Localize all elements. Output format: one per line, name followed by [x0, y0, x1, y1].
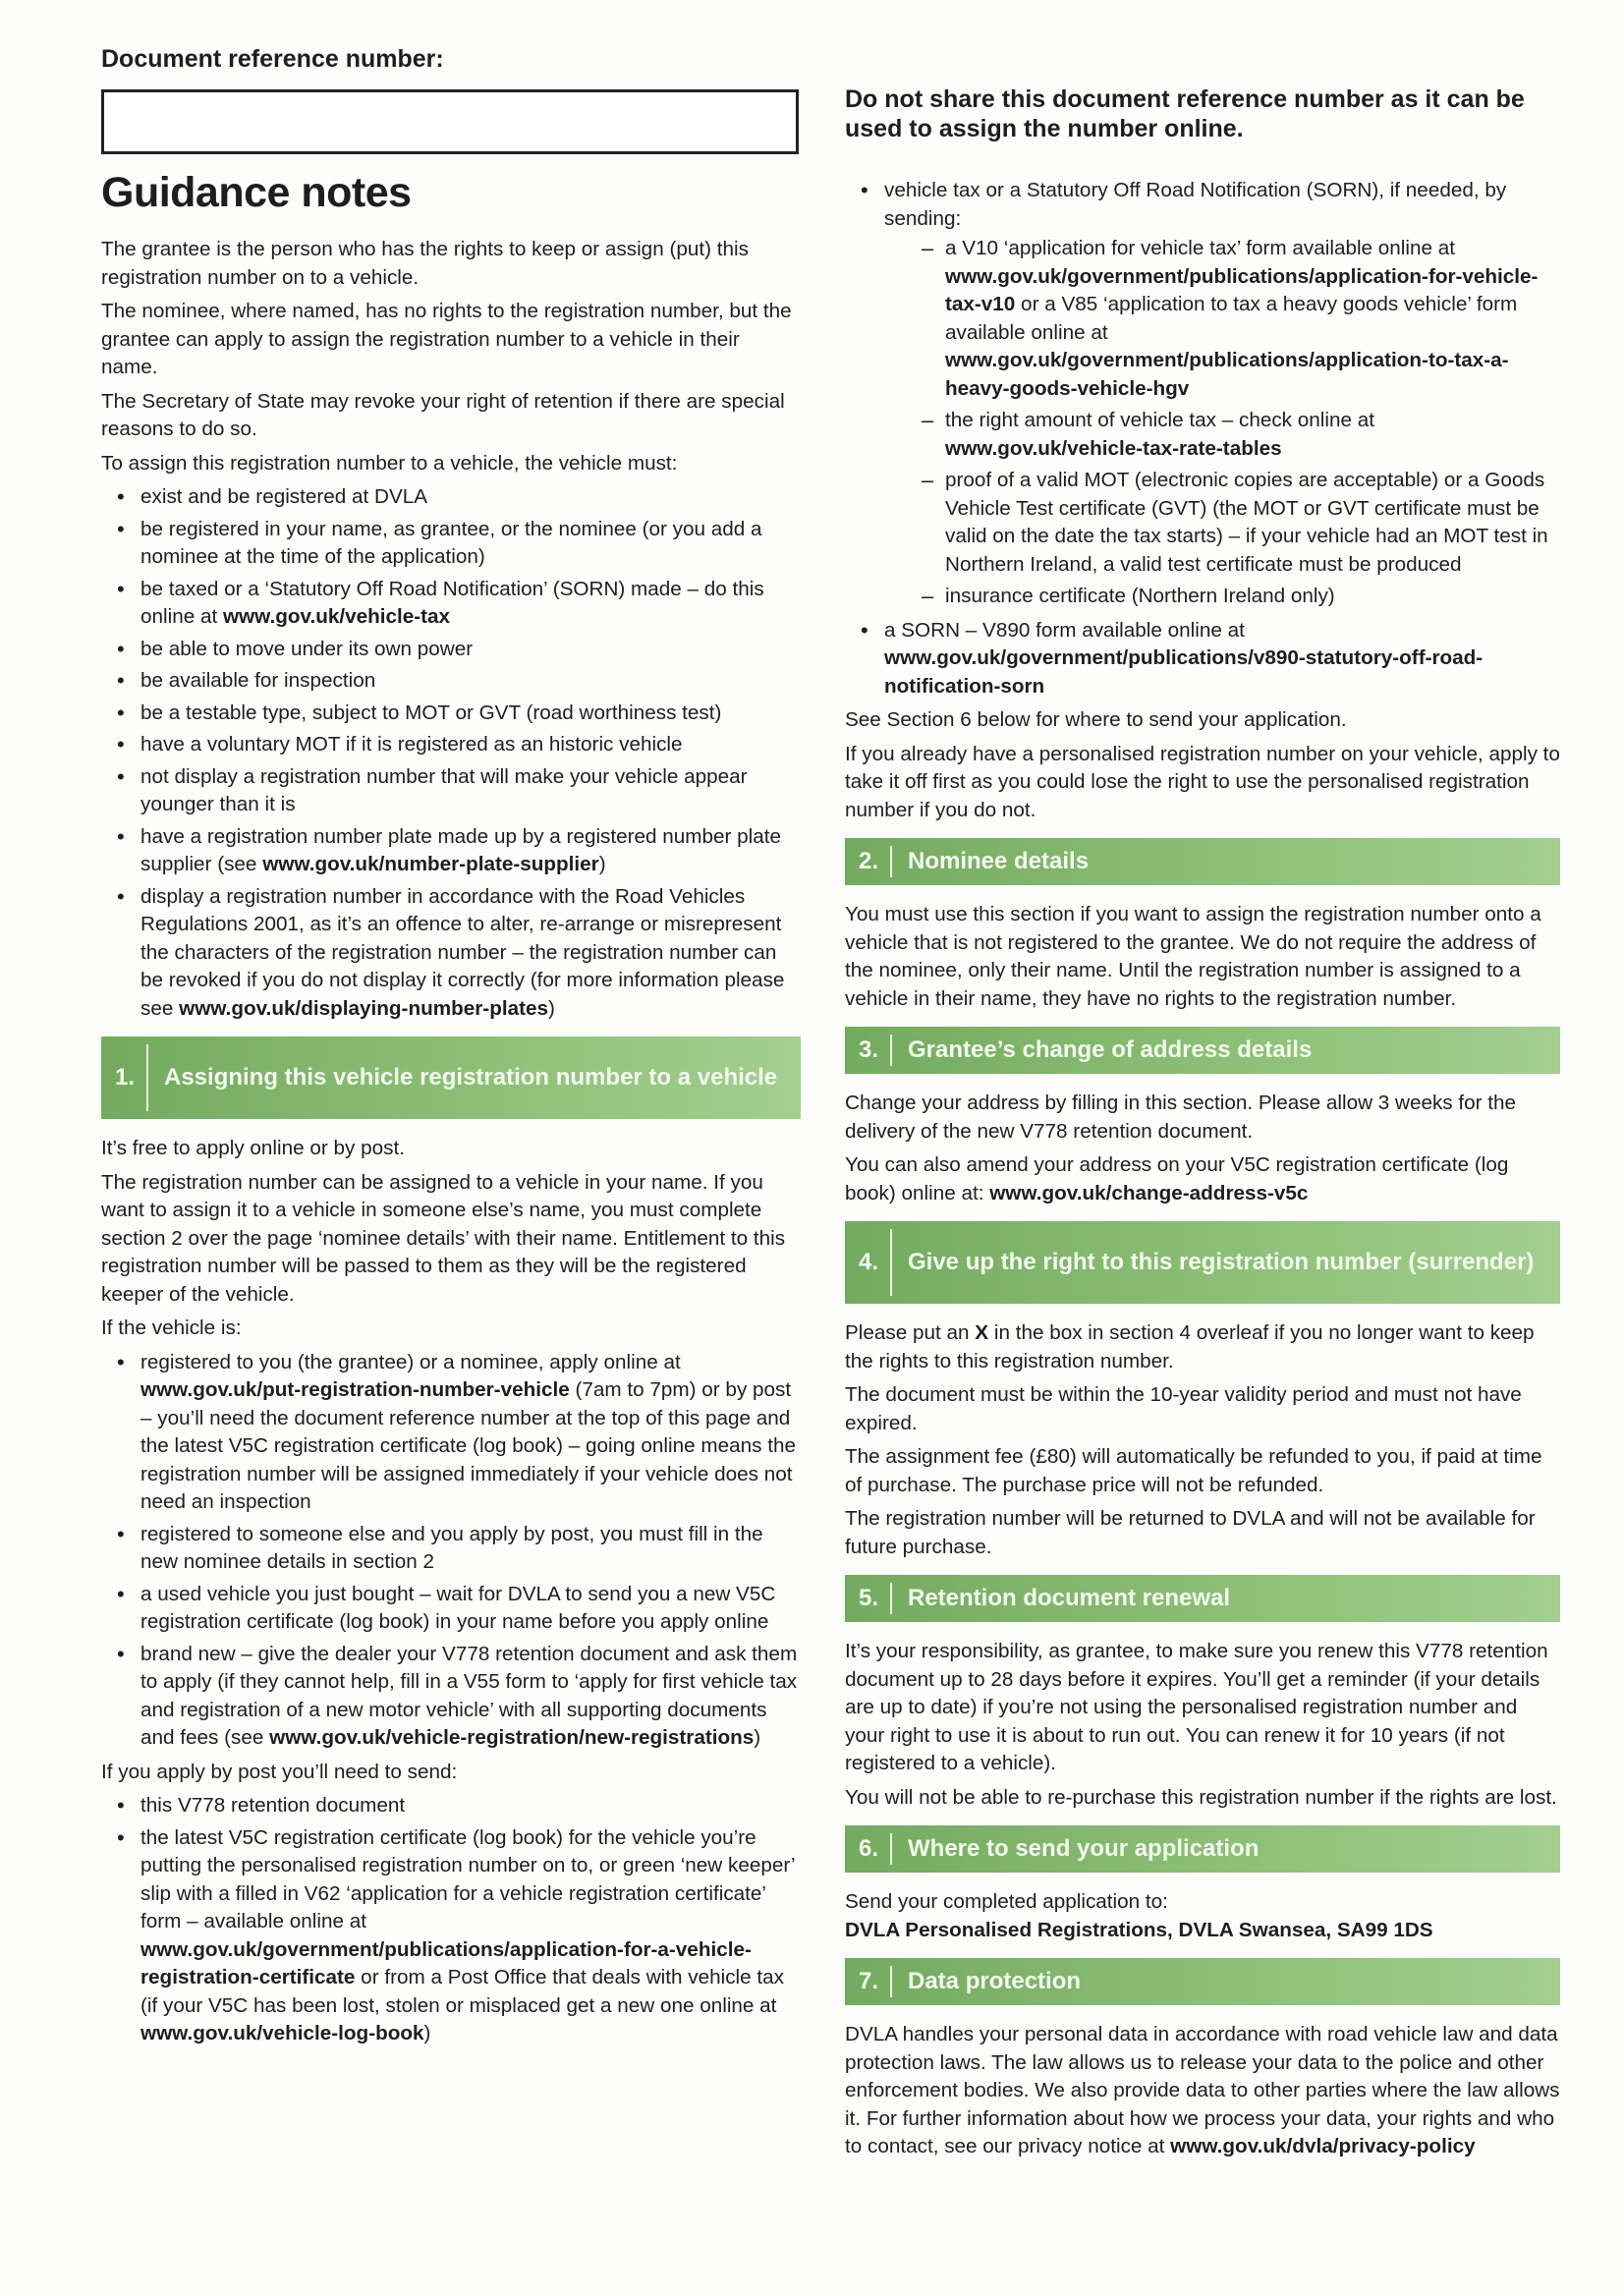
s4-validity: The document must be within the 10-year validity period and must not have expired. [845, 1383, 1522, 1434]
list-item: – a V10 ‘application for vehicle tax’ form available online at www.gov.uk/government/publications/application-for-vehicle-tax-v10 or a V85 ‘application to tax a heavy goods vehicle’ form available online at www.gov.uk/government/publications/application-to-tax-a-heavy-goods-vehicle-hgv [945, 235, 1560, 403]
vehicle-status-list [101, 1349, 801, 1753]
list-item: • this V778 retention document [140, 1792, 801, 1820]
section-7-header [845, 1958, 1560, 2005]
s1-free: It’s free to apply online or by post. [101, 1137, 405, 1159]
page-title: Guidance notes [101, 169, 412, 216]
right-flow [845, 177, 1560, 2167]
left-flow [101, 236, 801, 2054]
list-item: • be able to move under its own power [140, 636, 801, 664]
section-divider [890, 1833, 892, 1865]
s2-text: You must use this section if you want to assign the registration number onto a vehicle that is not registered to the grantee. We do not require the address of the nominee, only their name. Until the registration number is assigned to a vehicle in their name, they have no rights to the registration number. [845, 903, 1541, 1010]
section-number: 6. [859, 1835, 879, 1862]
s4-returned: The registration number will be returned to DVLA and will not be available for future purchase. [845, 1507, 1536, 1558]
section-6-header [845, 1825, 1560, 1873]
s3-change-address: Change your address by filling in this section. Please allow 3 weeks for the delivery of the new V778 retention document. [845, 1092, 1517, 1143]
v10-link: www.gov.uk/government/publications/application-for-vehicle-tax-v10 [945, 264, 1539, 315]
list-item: • be available for inspection [140, 667, 801, 696]
vehicle-log-book-link: www.gov.uk/vehicle-log-book [140, 2022, 424, 2044]
section-number: 2. [859, 848, 879, 874]
list-item: – the right amount of vehicle tax – check online at www.gov.uk/vehicle-tax-rate-tables [945, 407, 1560, 463]
section-5-header [845, 1575, 1560, 1622]
section-divider [890, 1583, 892, 1614]
section-divider [890, 1229, 892, 1296]
change-address-link: www.gov.uk/change-address-v5c [989, 1181, 1309, 1204]
vehicle-tax-link: www.gov.uk/vehicle-tax [222, 605, 451, 628]
section-number: 5. [859, 1585, 879, 1611]
section-number: 4. [859, 1249, 879, 1275]
section-number: 3. [859, 1036, 879, 1063]
section-title: Grantee’s change of address details [908, 1036, 1313, 1063]
s1-post-send: If you apply by post you’ll need to send: [101, 1760, 458, 1783]
list-item: • brand new – give the dealer your V778 retention document and ask them to apply (if they cannot help, fill in a V55 form to ‘apply for first vehicle tax and registration of a new motor vehicle’ with all supporting documents and fees (see www.gov.uk/vehicle-registration/new-registrations) [140, 1641, 801, 1753]
number-plate-supplier-link: www.gov.uk/number-plate-supplier [262, 853, 599, 875]
s5-repurchase: You will not be able to re-purchase this registration number if the rights are lost. [845, 1785, 1557, 1809]
list-item: • exist and be registered at DVLA [140, 483, 801, 512]
section-title: Data protection [908, 1968, 1082, 1994]
list-item: • be a testable type, subject to MOT or GVT (road worthiness test) [140, 700, 801, 728]
list-item: • a SORN – V890 form available online at www.gov.uk/government/publications/v890-statutory-off-road-notification-sorn [884, 617, 1560, 701]
section-title: Nominee details [908, 848, 1090, 874]
see-section-6: See Section 6 below for where to send your application. [845, 708, 1347, 731]
tax-documents-list [884, 235, 1560, 611]
tax-rate-tables-link: www.gov.uk/vehicle-tax-rate-tables [945, 436, 1282, 460]
list-item: – proof of a valid MOT (electronic copies are acceptable) or a Goods Vehicle Test certificate (GVT) (the MOT or GVT certificate must be valid on the date the tax starts) – if your vehicle had an MOT test in Northern Ireland, a valid test certificate must be produced [945, 467, 1560, 579]
section-1-header [101, 1036, 801, 1119]
put-registration-link: www.gov.uk/put-registration-number-vehicle [140, 1378, 570, 1401]
post-documents-list [101, 1792, 801, 2048]
section-title: Where to send your application [908, 1835, 1260, 1862]
section-number: 1. [115, 1064, 136, 1091]
privacy-policy-link: www.gov.uk/dvla/privacy-policy [1170, 2135, 1476, 2157]
vehicle-requirements-list [101, 483, 801, 1023]
s6-address: DVLA Personalised Registrations, DVLA Swansea, SA99 1DS [845, 1918, 1433, 1941]
section-number: 7. [859, 1968, 879, 1994]
s1-if-vehicle: If the vehicle is: [101, 1316, 242, 1339]
list-item: • vehicle tax or a Statutory Off Road Notification (SORN), if needed, by sending: – a V10 ‘application for vehicle tax’ form available online at www.gov.uk/government/publications/application-for-vehicle-tax-v10 or a V85 ‘application to tax a heavy goods vehicle’ form available online at www.gov.uk/government/publications/application-to-tax-a-heavy-goods-vehicle-hgv – the right amount of vehicle tax – check online at www.gov.uk/vehicle-tax-rate-tables – proof of a valid MOT (electronic copies are acceptable) or a Goods Vehicle Test certificate (GVT) (the MOT or GVT certificate must be valid on the date the tax starts) – if your vehicle had an MOT test in Northern Ireland, a valid test certificate must be produced – insurance certificate (Northern Ireland only) [884, 177, 1560, 611]
s7-text: DVLA handles your personal data in accordance with road vehicle law and data protection laws. The law allows us to release your data to the police and other enforcement bodies. We also provide data to other parties where the law allows it. For further information about how we process your data, your rights and who to contact, see our privacy notice at www.gov.uk/dvla/privacy-policy [845, 2023, 1560, 2157]
list-item: • be registered in your name, as grantee, or the nominee (or you add a nominee at the time of the application) [140, 516, 801, 572]
list-item: – insurance certificate (Northern Ireland only) [945, 583, 1560, 611]
reference-warning: Do not share this document reference number as it can be used to assign the number online. [845, 85, 1525, 142]
s6-send-to: Send your completed application to: [845, 1890, 1168, 1913]
list-item: • the latest V5C registration certificate (log book) for the vehicle you’re putting the personalised registration number on to, or green ‘new keeper’ slip with a filled in V62 ‘application for a vehicle registration certificate’ form – available online at www.gov.uk/government/publications/application-for-a-vehicle-registration-certificate or from a Post Office that deals with vehicle tax (if your V5C has been lost, stolen or misplaced get a new one online at www.gov.uk/vehicle-log-book) [140, 1824, 801, 2048]
intro-nominee: The nominee, where named, has no rights to the registration number, but the grantee can apply to assign the registration number to a vehicle in their name. [101, 300, 792, 378]
v62-link: www.gov.uk/government/publications/application-for-a-vehicle-registration-certificate [140, 1937, 752, 1988]
s1-assign-info: The registration number can be assigned to a vehicle in your name. If you want to assign it to a vehicle in someone else’s name, you must complete section 2 over the page ‘nominee details’ with their name. Entitlement to this registration number will be passed to them as they will be the registered keeper of the vehicle. [101, 1170, 786, 1306]
s3-amend-online: You can also amend your address on your V5C registration certificate (log book) online at: www.gov.uk/change-address-v5c [845, 1153, 1509, 1204]
s4-refund: The assignment fee (£80) will automatically be refunded to you, if paid at time of purchase. The purchase price will not be refunded. [845, 1445, 1542, 1496]
s4-put-x: Please put an X in the box in section 4 overleaf if you no longer want to keep the rights to this registration number. [845, 1321, 1535, 1372]
intro-grantee: The grantee is the person who has the rights to keep or assign (put) this registration number on to a vehicle. [101, 238, 749, 289]
hgv-link: www.gov.uk/government/publications/application-to-tax-a-heavy-goods-vehicle-hgv [945, 349, 1509, 400]
section-divider [890, 1966, 892, 1997]
list-item: • have a registration number plate made up by a registered number plate supplier (see www.gov.uk/number-plate-supplier) [140, 823, 801, 879]
existing-plate-note: If you already have a personalised registration number on your vehicle, apply to take it off first as you could lose the right to use the personalised registration number if you do not. [845, 742, 1560, 821]
section-title: Retention document renewal [908, 1585, 1231, 1611]
section-2-header [845, 838, 1560, 885]
list-item: • a used vehicle you just bought – wait for DVLA to send you a new V5C registration certificate (log book) in your name before you apply online [140, 1581, 801, 1637]
list-item: • registered to you (the grantee) or a nominee, apply online at www.gov.uk/put-registration-number-vehicle (7am to 7pm) or by post – you’ll need the document reference number at the top of this page and the latest V5C registration certificate (log book) – going online means the registration number will be assigned immediately if your vehicle does not need an inspection [140, 1349, 801, 1517]
new-registrations-link: www.gov.uk/vehicle-registration/new-registrations [269, 1726, 755, 1749]
displaying-number-plates-link: www.gov.uk/displaying-number-plates [179, 996, 548, 1020]
list-item: • not display a registration number that will make your vehicle appear younger than it is [140, 763, 801, 819]
v890-link: www.gov.uk/government/publications/v890-statutory-off-road-notification-sorn [884, 646, 1484, 698]
section-divider [890, 1035, 892, 1066]
section-3-header [845, 1027, 1560, 1074]
list-item: • be taxed or a ‘Statutory Off Road Notification’ (SORN) made – do this online at www.gov.uk/vehicle-tax [140, 576, 801, 632]
section-divider [890, 846, 892, 877]
list-item: • registered to someone else and you apply by post, you must fill in the new nominee details in section 2 [140, 1521, 801, 1577]
s5-responsibility: It’s your responsibility, as grantee, to make sure you renew this V778 retention document up to 28 days before it expires. You’ll get a reminder (if your details are up to date) if you’re not using the personalised registration number and your right to use it is about to run out. You can renew it for 10 years (if not registered to a vehicle). [845, 1640, 1548, 1774]
intro-vehicle-must: To assign this registration number to a vehicle, the vehicle must: [101, 451, 678, 475]
section-divider [146, 1044, 148, 1111]
intro-revoke: The Secretary of State may revoke your right of retention if there are special reasons to do so. [101, 389, 785, 440]
list-item: • have a voluntary MOT if it is registered as an historic vehicle [140, 731, 801, 759]
section-4-header [845, 1221, 1560, 1304]
tax-sorn-list [845, 177, 1560, 700]
document-reference-label: Document reference number: [101, 45, 444, 73]
document-reference-box [101, 89, 799, 154]
list-item: • display a registration number in accordance with the Road Vehicles Regulations 2001, as it’s an offence to alter, re-arrange or misrepresent the characters of the registration number – the registration number can be revoked if you do not display it correctly (for more information please see www.gov.uk/displaying-number-plates) [140, 883, 801, 1024]
section-title: Give up the right to this registration number (surrender) [908, 1249, 1535, 1275]
section-title: Assigning this vehicle registration number to a vehicle [164, 1064, 778, 1091]
